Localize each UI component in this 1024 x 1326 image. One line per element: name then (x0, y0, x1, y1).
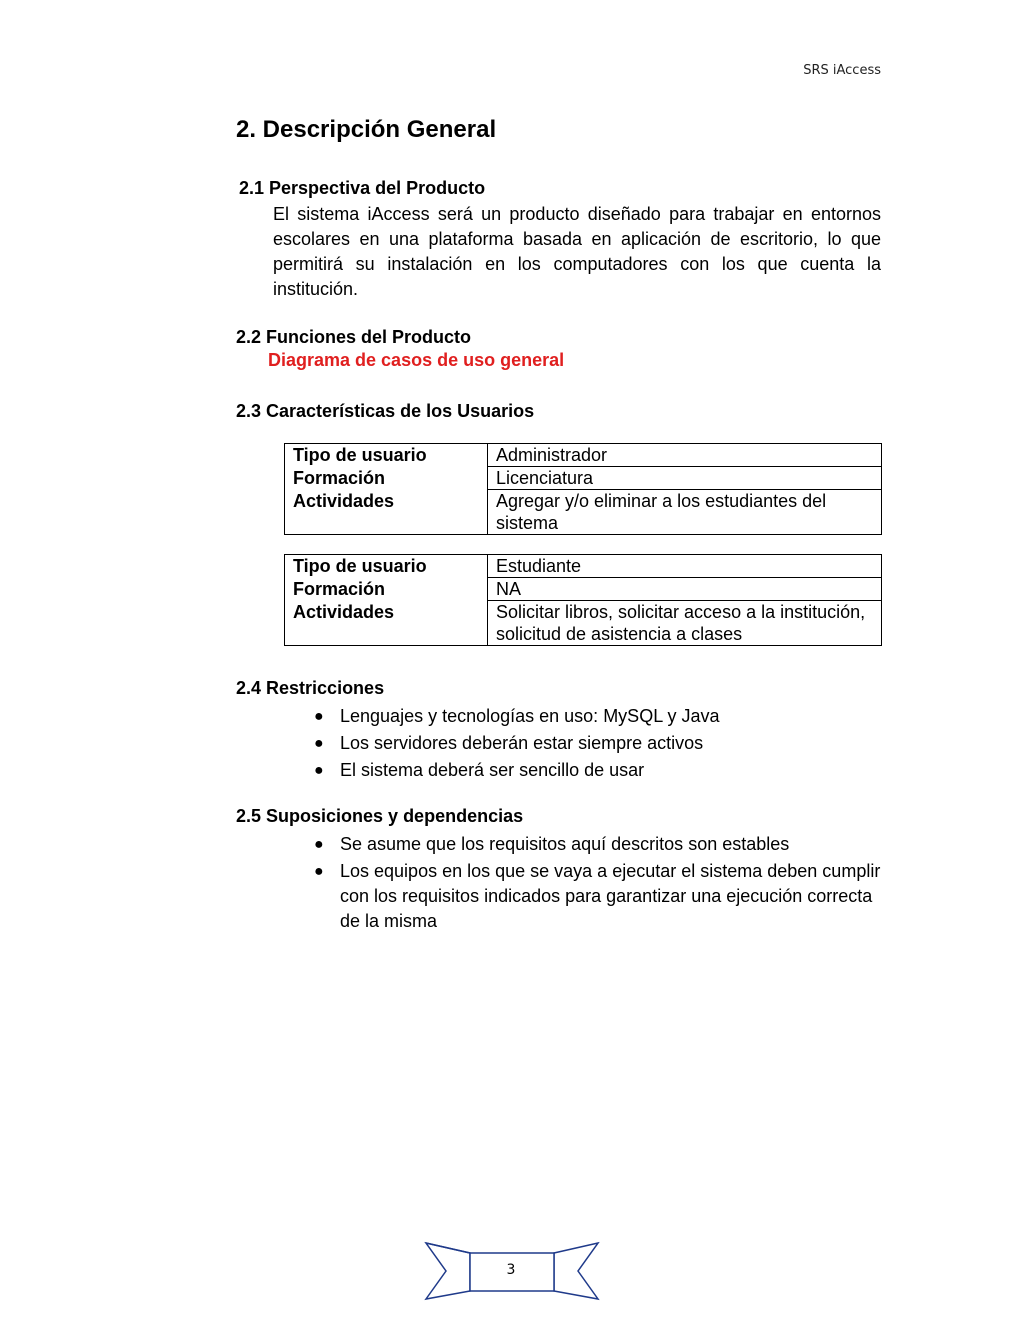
restrictions-list (314, 704, 885, 785)
table-value: Estudiante (488, 555, 882, 578)
paragraph-2-1: El sistema iAccess será un producto diseñado para trabajar en entornos escolares en una plataforma basada en aplicación de escritorio, lo que permitirá su instalación en los computadores con los que cuenta la institución. (273, 204, 881, 299)
table-label: Actividades (285, 601, 488, 646)
table-row (285, 578, 882, 601)
list-item (314, 704, 885, 729)
table-label: Formación (285, 467, 488, 490)
table-label: Tipo de usuario (285, 555, 488, 578)
list-item-text: Los servidores deberán estar siempre activos (340, 733, 704, 753)
table-row (285, 555, 882, 578)
list-item-text: El sistema deberá ser sencillo de usar (340, 760, 645, 780)
table-value: Licenciatura (488, 467, 882, 490)
table-row (285, 490, 882, 535)
bullet-icon: ● (314, 735, 324, 752)
list-item (314, 758, 885, 783)
table-label: Formación (285, 578, 488, 601)
table-label: Tipo de usuario (285, 444, 488, 467)
heading-2-2: 2.2 Funciones del Producto (236, 327, 472, 347)
user-table-admin (284, 443, 882, 535)
assumptions-list (314, 832, 885, 936)
list-item-text: Los equipos en los que se vaya a ejecutar el sistema deben cumplir con los requisitos indicados para garantizar una ejecución correcta de la misma (340, 861, 881, 931)
bullet-icon: ● (314, 836, 324, 853)
bullet-icon: ● (314, 863, 324, 880)
bullet-icon: ● (314, 762, 324, 779)
section-title: 2. Descripción General (236, 116, 497, 143)
table-label: Actividades (285, 490, 488, 535)
table-value: NA (488, 578, 882, 601)
page-number: 3 (506, 1262, 516, 1278)
heading-2-3: 2.3 Características de los Usuarios (236, 401, 535, 421)
list-item-text: Lenguajes y tecnologías en uso: MySQL y Java (340, 706, 720, 726)
list-item (314, 859, 885, 934)
list-item-text: Se asume que los requisitos aquí descritos son estables (340, 834, 790, 854)
table-row (285, 444, 882, 467)
list-item (314, 731, 885, 756)
table-row (285, 601, 882, 646)
table-value: Solicitar libros, solicitar acceso a la institución, solicitud de asistencia a clases (488, 601, 882, 646)
use-case-diagram-link[interactable]: Diagrama de casos de uso general (268, 350, 565, 370)
table-value: Agregar y/o eliminar a los estudiantes del sistema (488, 490, 882, 535)
table-row (285, 467, 882, 490)
heading-2-5: 2.5 Suposiciones y dependencias (236, 806, 524, 826)
list-item (314, 832, 885, 857)
bullet-icon: ● (314, 708, 324, 725)
running-header: SRS iAccess (803, 63, 881, 78)
heading-2-1: 2.1 Perspectiva del Producto (239, 178, 486, 198)
user-table-student (284, 554, 882, 646)
heading-2-4: 2.4 Restricciones (236, 678, 385, 698)
table-value: Administrador (488, 444, 882, 467)
